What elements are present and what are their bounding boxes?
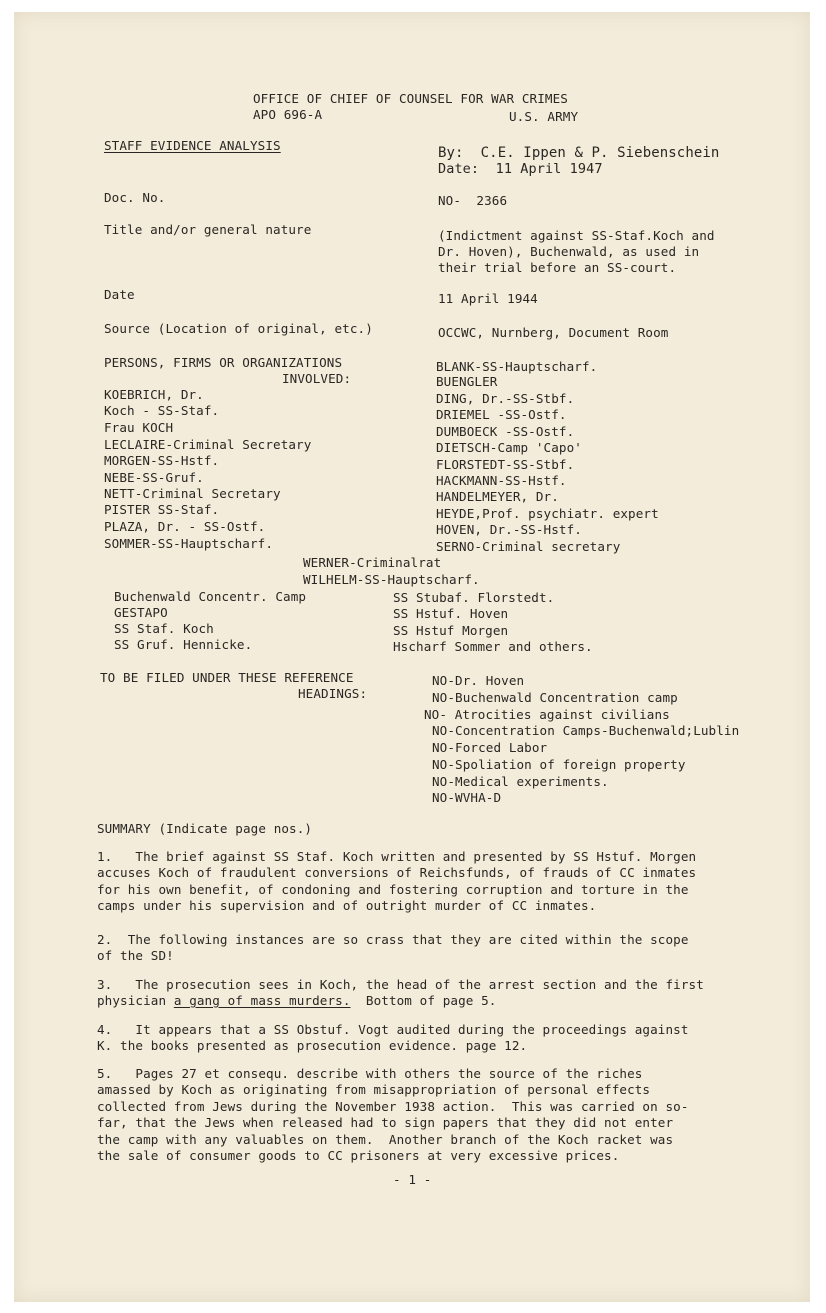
person-right: DRIEMEL -SS-Ostf. [436,407,567,422]
analysis-date: Date: 11 April 1947 [438,161,603,177]
person-right: BUENGLER [436,374,498,389]
person-left: PISTER SS-Staf. [104,502,220,517]
person-left: NEBE-SS-Gruf. [104,470,204,485]
person-right: HACKMANN-SS-Hstf. [436,473,567,488]
org-right: SS Hstuf. Hoven [393,606,509,621]
reference-heading: NO-WVHA-D [432,790,502,805]
person-right: HEYDE,Prof. psychiatr. expert [436,506,659,521]
office-heading: OFFICE OF CHIEF OF COUNSEL FOR WAR CRIMES [253,91,568,106]
org-left: GESTAPO [114,605,168,620]
person-left: LECLAIRE-Criminal Secretary [104,437,312,452]
reference-heading: NO-Concentration Camps-Buchenwald;Lublin [432,723,740,738]
summary-paragraph-3 [97,993,497,1009]
person-left: SOMMER-SS-Hauptscharf. [104,536,274,551]
date-label: Date [104,287,135,302]
army-line: U.S. ARMY [509,109,579,124]
doc-no-value: NO- 2366 [438,193,508,208]
page-number: - 1 - [393,1172,432,1187]
summary-paragraph-5: far, that the Jews when released had to sign papers that they did not enter [97,1115,674,1130]
title-label: Title and/or general nature [104,222,312,237]
summary-paragraph-5: collected from Jews during the November 1938 action. This was carried on so- [97,1099,689,1114]
person-right: DIETSCH-Camp 'Capo' [436,440,582,455]
summary-paragraph-5: 5. Pages 27 et consequ. describe with others the source of the riches [97,1066,643,1081]
p3-text: physician [97,993,174,1008]
summary-paragraph-1: accuses Koch of fraudulent conversions of Reichsfunds, of frauds of CC inmates [97,865,697,880]
person-right: HOVEN, Dr.-SS-Hstf. [436,522,582,537]
summary-label: SUMMARY (Indicate page nos.) [97,821,313,836]
person-left: MORGEN-SS-Hstf. [104,453,220,468]
date-value: 11 April 1944 [438,291,538,306]
org-right: SS Hstuf Morgen [393,623,509,638]
person-left: KOEBRICH, Dr. [104,387,204,402]
title-value-line: Dr. Hoven), Buchenwald, as used in [438,244,700,259]
reference-label-headings: HEADINGS: [298,686,368,701]
summary-paragraph-5: amassed by Koch as originating from misappropriation of personal effects [97,1082,651,1097]
person-center: WERNER-Criminalrat [303,555,442,570]
person-center: WILHELM-SS-Hauptscharf. [303,572,480,587]
reference-heading: NO- Atrocities against civilians [424,707,670,722]
org-left: SS Gruf. Hennicke. [114,637,253,652]
title-value-line: (Indictment against SS-Staf.Koch and [438,228,715,243]
person-right: BLANK-SS-Hauptscharf. [436,359,598,374]
summary-paragraph-2: 2. The following instances are so crass that they are cited within the scope [97,932,689,947]
reference-heading: NO-Buchenwald Concentration camp [432,690,678,705]
person-right: SERNO-Criminal secretary [436,539,621,554]
doc-no-label: Doc. No. [104,190,166,205]
source-value: OCCWC, Nurnberg, Document Room [438,325,669,340]
summary-paragraph-5: the sale of consumer goods to CC prisoners at very excessive prices. [97,1148,620,1163]
person-left: Koch - SS-Staf. [104,403,220,418]
source-label: Source (Location of original, etc.) [104,321,373,336]
reference-label: TO BE FILED UNDER THESE REFERENCE [100,670,354,685]
reference-heading: NO-Medical experiments. [432,774,609,789]
p3-underlined-text: a gang of mass murders. [173,993,351,1008]
person-right: DING, Dr.-SS-Stbf. [436,391,575,406]
person-left: PLAZA, Dr. - SS-Ostf. [104,519,266,534]
summary-paragraph-1: 1. The brief against SS Staf. Koch written and presented by SS Hstuf. Morgen [97,849,697,864]
person-right: FLORSTEDT-SS-Stbf. [436,457,575,472]
staff-evidence-analysis-label: STAFF EVIDENCE ANALYSIS [104,138,281,153]
p3-text-end: Bottom of page 5. [350,993,497,1008]
org-left: SS Staf. Koch [114,621,214,636]
apo-line: APO 696-A [253,107,323,122]
summary-paragraph-4: 4. It appears that a SS Obstuf. Vogt audited during the proceedings against [97,1022,689,1037]
title-value-line: their trial before an SS-court. [438,260,677,275]
analysts-line: By: C.E. Ippen & P. Siebenschein [438,145,720,161]
person-left: Frau KOCH [104,420,174,435]
reference-heading: NO-Forced Labor [432,740,548,755]
summary-paragraph-5: the camp with any valuables on them. Another branch of the Koch racket was [97,1132,674,1147]
summary-paragraph-3: 3. The prosecution sees in Koch, the head of the arrest section and the first [97,977,704,992]
org-right: SS Stubaf. Florstedt. [393,590,555,605]
person-left: NETT-Criminal Secretary [104,486,281,501]
summary-paragraph-1: for his own benefit, of condoning and fostering corruption and torture in the [97,882,689,897]
org-left: Buchenwald Concentr. Camp [114,589,307,604]
persons-label: PERSONS, FIRMS OR ORGANIZATIONS [104,355,343,370]
summary-paragraph-1: camps under his supervision and of outright murder of CC inmates. [97,898,597,913]
summary-paragraph-4: K. the books presented as prosecution evidence. page 12. [97,1038,528,1053]
org-right: Hscharf Sommer and others. [393,639,593,654]
person-right: HANDELMEYER, Dr. [436,489,559,504]
persons-label-involved: INVOLVED: [282,371,352,386]
reference-heading: NO-Dr. Hoven [432,673,525,688]
summary-paragraph-2: of the SD! [97,948,174,963]
person-right: DUMBOECK -SS-Ostf. [436,424,575,439]
reference-heading: NO-Spoliation of foreign property [432,757,686,772]
